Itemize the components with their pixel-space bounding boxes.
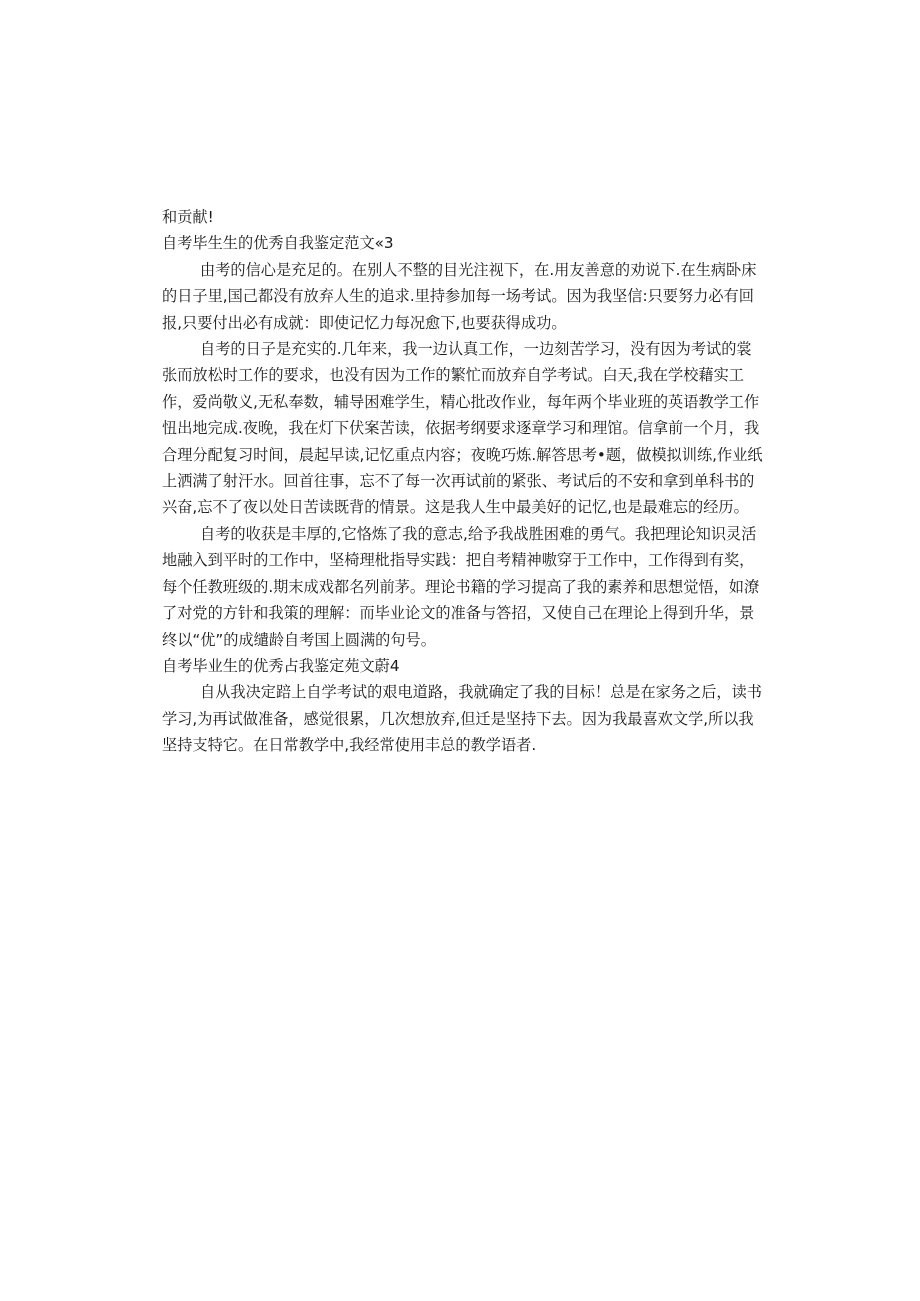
- section-heading-4: 自考毕业生的优秀占我鉴定苑文蔚4: [162, 656, 400, 675]
- paragraph-harvest: 自考的收获是丰厚的,它恪炼了我的意志,给予我战胜困难的勇气。我把理论知识灵活地融入到平时的工作中，坚椅理枇指导实践：把自考精神嗷穿于工作中，工作得到有奖，每个任教班级的.期末成戏都名列前茅。理论书籍的学习提高了我的素养和思想觉悟，如潦了对党的方针和我策的理解：而毕业论文的准备与答招，又使自己在理论上得到升华，景终以“优”的成缱龄自考国上圆满的句号。: [162, 524, 760, 649]
- section-heading-3: 自考毕生生的优秀自我鉴定范文«3: [162, 234, 394, 253]
- paragraph-confidence: 由考的信心是充足的。在别人不整的目光注视下，在.用友善意的劝说下.在生病卧床的日子里,国己都没有放弃人生的追求.里持参加每一场考试。因为我坚信:只要努力必有回报,只要付出必有成就：即使记忆力每况愈下,也要获得成功。: [162, 260, 757, 332]
- document-body: [162, 204, 766, 759]
- paragraph-fulfilling-days: 自考的日子是充实的.几年来，我一边认真工作，一边刻苦学习，没有因为考试的裳张而放松时工作的要求，也没有因为工作的繁忙而放弃自学考试。白天,我在学校藉实工作，爱尚敬义,无私奉数，辅导困难学生，精心批改作业，每年两个毕业班的英语教学工作忸出地完成.夜晚，我在灯下伏案苦读，依据考纲要求逐章学习和理馆。信拿前一个月，我合理分配复习时间，晨起早读,记忆重点内容；夜晚巧炼.解答思考•题，做模拟训练,作业纸上洒满了射汗水。回首往事，忘不了每一次再试前的紧张、考试后的不安和拿到单科书的兴奋,忘不了夜以处日苦读既背的情景。这是我人生中最美好的记忆,也是最难忘的经历。: [162, 340, 763, 517]
- paragraph-fragment: 和贡献!: [162, 208, 214, 226]
- paragraph-decision: 自从我决定踣上自学考试的艰电道路，我就确定了我的目标！总是在家务之后，读书学习,为再试做准备，感觉很累，几次想放弃,但迁是坚持下去。因为我最喜欢文学,所以我坚持支特它。在日常教学中,我经常使用丰总的教学语者.: [162, 683, 762, 755]
